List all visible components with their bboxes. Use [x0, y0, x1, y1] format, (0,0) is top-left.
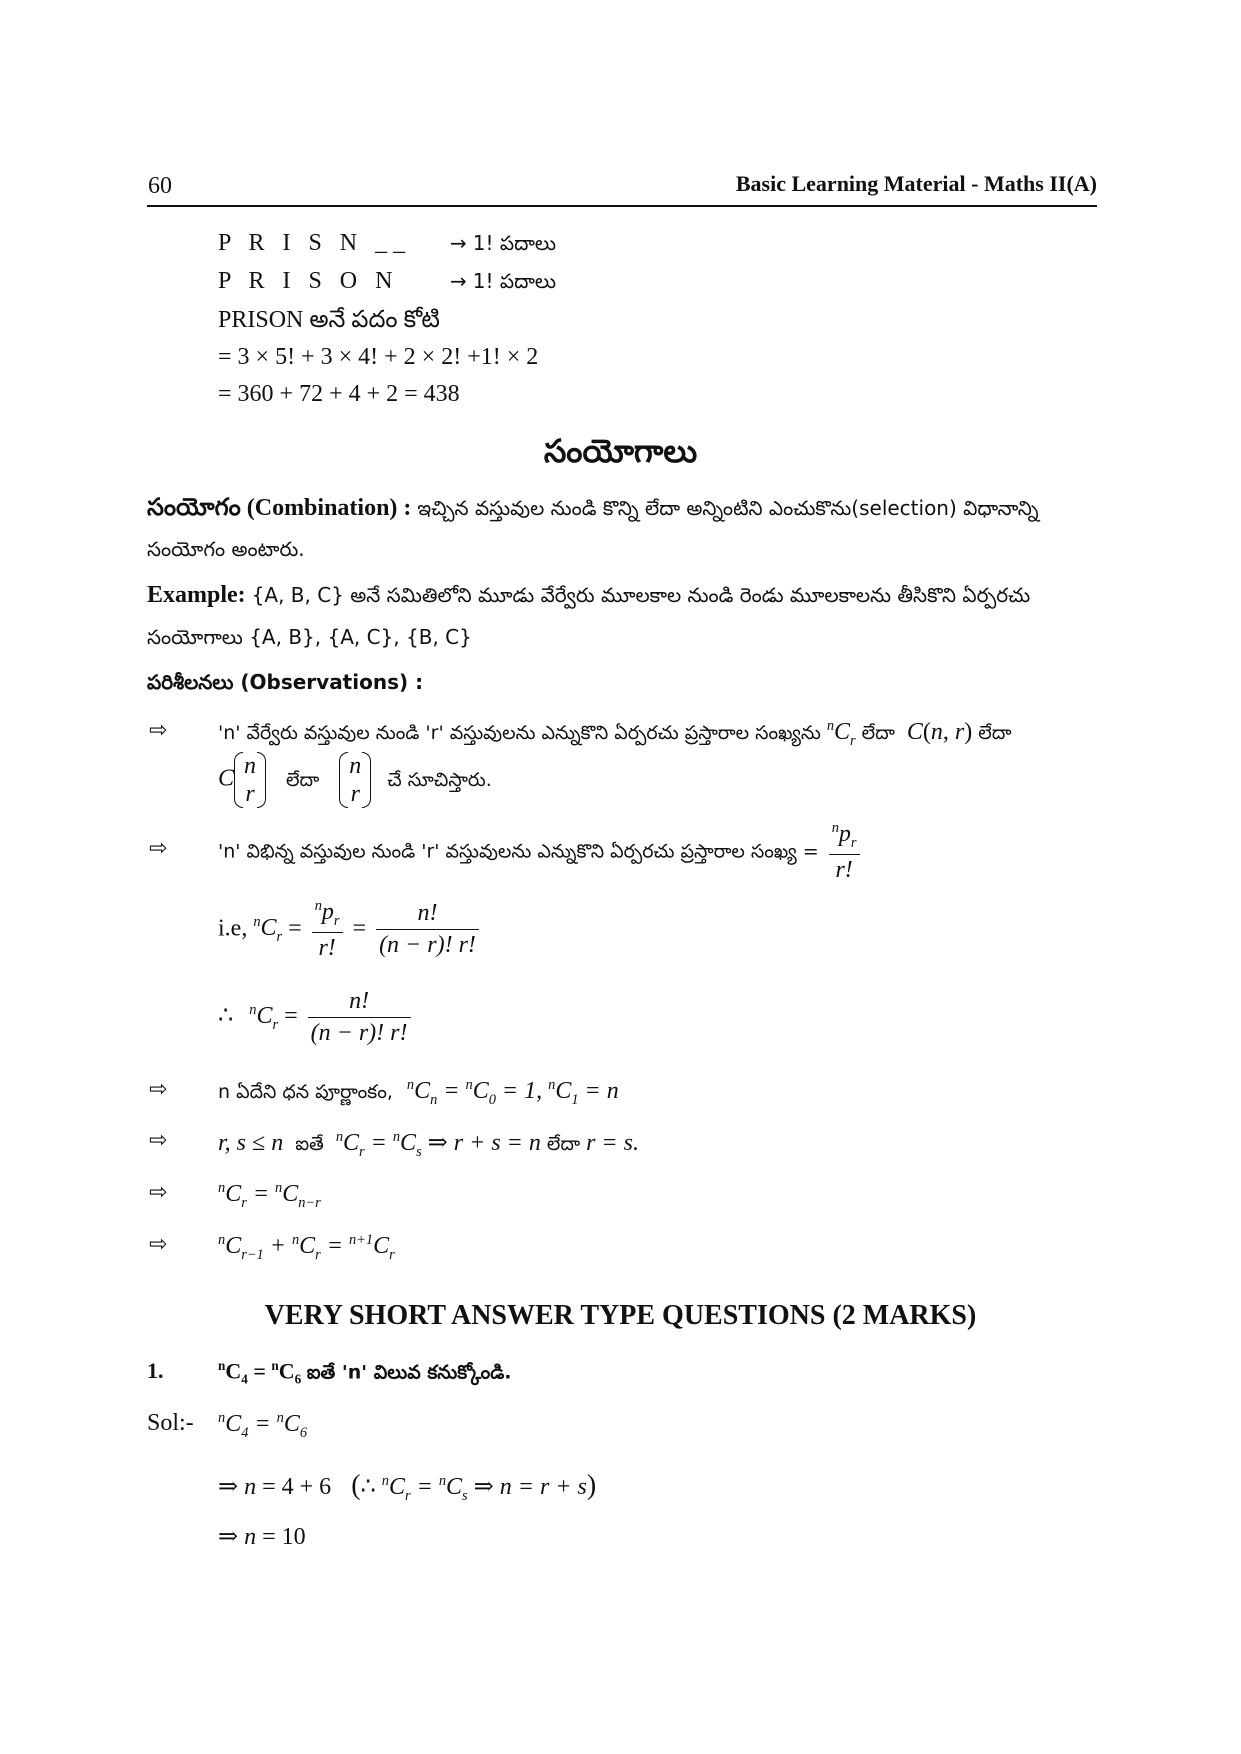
section-title: సంయోగాలు — [543, 432, 698, 470]
right-arrow-icon: → — [450, 231, 467, 255]
obs1-or-1: లేదా — [861, 722, 895, 744]
observation-1-line-1: 'n' వేర్వేరు వస్తువుల నుండి 'r' వస్తువులను ఎన్నుకొని ఏర్పరచు ప్రస్తారాల సంఖ్యను $^nC_r$ లేదా C(n, r) లేదా — [218, 718, 1012, 749]
prison-result — [450, 268, 556, 298]
ie-formula: i.e, $^nC_r$ = $\frac{^np_r}{r!}$ = $\frac{n!}{(n - r)! r!}$ — [218, 898, 483, 962]
bullet-arrow-icon: ⇨ — [149, 1128, 168, 1153]
prisn-line: P R I S N __ — [218, 230, 412, 256]
prisn-result — [450, 230, 556, 260]
right-arrow-icon: → — [450, 269, 467, 293]
question-1: $^nC_4 = ^nC_6$ ఐతే 'n' విలువ కనుక్కోండి. — [218, 1358, 512, 1387]
observation-6: $^nC_{r-1} + ^nC_r = ^{n+1}C_r$ — [218, 1232, 395, 1263]
example-line-1 — [147, 582, 1030, 612]
obs4-or: లేదా — [546, 1133, 581, 1155]
prisn-result-text: 1! పదాలు — [472, 231, 556, 255]
example-text: {A, B, C} అనే సమితిలోని మూడు వేర్వేరు మూలకాల నుండి రెండు మూలకాలను తీసికొని ఏర్పరచు — [251, 583, 1031, 607]
calc-line-1: = 3 × 5! + 3 × 4! + 2 × 2! +1! × 2 — [218, 344, 539, 370]
bullet-arrow-icon: ⇨ — [149, 1180, 168, 1205]
solution-label: Sol:- — [147, 1410, 194, 1436]
bullet-arrow-icon: ⇨ — [149, 1232, 168, 1257]
solution-step-3: ⇒ n = 10 — [218, 1524, 306, 1550]
bullet-arrow-icon: ⇨ — [149, 718, 168, 743]
therefore-formula: ∴ $^nC_r$ = $\frac{n!}{(n - r)! r!}$ — [218, 988, 415, 1047]
obs4-if: ఐతే — [295, 1133, 324, 1155]
observation-5: $^nC_r = ^nC_{n-r}$ — [218, 1180, 321, 1211]
header-rule — [147, 205, 1097, 207]
page-number: 60 — [148, 173, 172, 199]
bullet-arrow-icon: ⇨ — [149, 836, 168, 861]
observation-3: n ఏదేని ధన పూర్ణాంకం, $^nC_n = ^nC_0 = 1$, $^nC_1 = n$ — [218, 1077, 619, 1108]
definition-term: సంయోగం (Combination) : — [147, 495, 412, 521]
definition-line-1 — [147, 494, 1039, 527]
question-text: ఐతే 'n' విలువ కనుక్కోండి. — [306, 1361, 512, 1384]
obs1-denoted: చే సూచిస్తారు. — [387, 768, 492, 791]
solution-step-2: ⇒ n = 4 + 6 (∴ $^nC_r = ^nC_s$ ⇒ n = r + s) — [218, 1470, 597, 1504]
vsa-heading: VERY SHORT ANSWER TYPE QUESTIONS (2 MARKS) — [264, 1300, 977, 1331]
running-header-title: Basic Learning Material - Maths II(A) — [735, 171, 1097, 196]
rank-line: PRISON అనే పదం కోటి — [218, 307, 440, 333]
prison-result-text: 1! పదాలు — [472, 269, 556, 293]
definition-text: ఇచ్చిన వస్తువుల నుండి కొన్ని లేదా అన్నింటిని ఎంచుకొను(selection) విధానాన్ని — [417, 496, 1039, 520]
definition-line-2: సంయోగం అంటారు. — [147, 537, 305, 561]
observation-2: 'n' విభిన్న వస్తువుల నుండి 'r' వస్తువులను ఎన్నుకొని ఏర్పరచు ప్రస్తారాల సంఖ్య = $\frac{^np_r}{r!}$ — [218, 820, 864, 884]
ie-label: i.e, — [218, 915, 248, 942]
question-number: 1. — [147, 1358, 164, 1383]
obs1-or-2: లేదా — [978, 722, 1012, 744]
obs1-or-3: లేదా — [286, 768, 320, 791]
example-line-2: సంయోగాలు {A, B}, {A, C}, {B, C} — [147, 625, 472, 649]
solution-step-1: $^nC_4 = ^nC_6$ — [218, 1410, 308, 1441]
example-label: Example: — [147, 582, 246, 608]
prison-line: P R I S O N — [218, 268, 399, 294]
observations-heading: పరిశీలనలు (Observations) : — [147, 670, 424, 694]
bullet-arrow-icon: ⇨ — [149, 1077, 168, 1102]
observation-4: r, s ≤ n ఐతే $^nC_r = ^nC_s$ ⇒ r + s = n లేదా r = s. — [218, 1129, 639, 1160]
observation-1-line-2: C n r లేదా n r చే సూచిస్తారు. — [218, 753, 492, 807]
calc-line-2: = 360 + 72 + 4 + 2 = 438 — [218, 381, 460, 407]
